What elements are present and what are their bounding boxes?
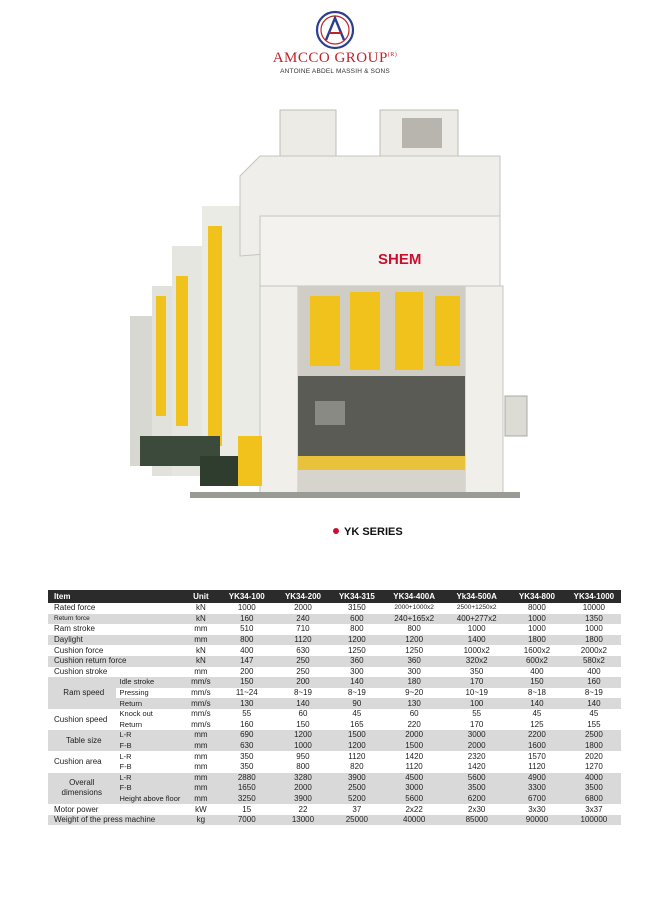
table-row xyxy=(48,645,621,656)
table-cell: 150 xyxy=(507,677,567,688)
table-row xyxy=(48,667,621,678)
table-cell: 2500+1250x2 xyxy=(446,603,507,614)
table-cell: 3x37 xyxy=(567,804,621,815)
table-cell: 2000x2 xyxy=(567,645,621,656)
table-cell: 5600 xyxy=(446,773,507,784)
table-cell: 250 xyxy=(274,656,332,667)
table-row xyxy=(48,688,621,699)
table-cell: 1000 xyxy=(446,624,507,635)
table-cell: 1400 xyxy=(446,635,507,646)
table-cell: 1250 xyxy=(382,645,446,656)
table-cell: 1250 xyxy=(332,645,382,656)
table-cell: 1500 xyxy=(382,741,446,752)
header-model: YK34-315 xyxy=(332,590,382,603)
table-cell: 3150 xyxy=(332,603,382,614)
table-cell: 130 xyxy=(219,698,274,709)
table-cell: 1120 xyxy=(274,635,332,646)
table-row xyxy=(48,635,621,646)
series-label: YK SERIES xyxy=(333,526,403,538)
table-cell: 1200 xyxy=(274,730,332,741)
table-cell: 13000 xyxy=(274,815,332,826)
table-cell: 4500 xyxy=(382,773,446,784)
unit-cell: mm xyxy=(182,635,219,646)
table-cell: 40000 xyxy=(382,815,446,826)
row-label: Weight of the press machine xyxy=(48,815,182,826)
unit-cell: mm/s xyxy=(182,720,219,731)
unit-cell: mm/s xyxy=(182,698,219,709)
table-cell: 140 xyxy=(332,677,382,688)
unit-cell: mm xyxy=(182,762,219,773)
table-cell: 2200 xyxy=(507,730,567,741)
row-group-label xyxy=(48,773,116,805)
header-model: YK34-800 xyxy=(507,590,567,603)
unit-cell: mm xyxy=(182,667,219,678)
table-cell: 25000 xyxy=(332,815,382,826)
table-cell: 600x2 xyxy=(507,656,567,667)
group-label-line2: dimensions xyxy=(61,788,102,798)
table-cell: 220 xyxy=(382,720,446,731)
table-cell: 1000x2 xyxy=(446,645,507,656)
table-cell: 100000 xyxy=(567,815,621,826)
table-cell: 2880 xyxy=(219,773,274,784)
table-cell: 6200 xyxy=(446,794,507,805)
table-cell: 580x2 xyxy=(567,656,621,667)
row-sublabel: F-B xyxy=(116,762,183,773)
table-cell: 600 xyxy=(332,614,382,625)
table-cell: 45 xyxy=(567,709,621,720)
header-unit: Unit xyxy=(182,590,219,603)
spec-table xyxy=(48,590,621,825)
press-machine-photo xyxy=(110,96,530,514)
table-cell: 60 xyxy=(274,709,332,720)
row-sublabel: L-R xyxy=(116,730,183,741)
table-cell: 5600 xyxy=(382,794,446,805)
table-cell: 2000 xyxy=(382,730,446,741)
table-row xyxy=(48,762,621,773)
table-cell: 400 xyxy=(567,667,621,678)
table-cell: 170 xyxy=(446,720,507,731)
table-cell: 125 xyxy=(507,720,567,731)
table-row xyxy=(48,709,621,720)
table-cell: 45 xyxy=(507,709,567,720)
unit-cell: kN xyxy=(182,603,219,614)
company-logo xyxy=(0,10,670,75)
unit-cell: mm xyxy=(182,741,219,752)
table-cell: 2500 xyxy=(332,783,382,794)
row-sublabel: Idle stroke xyxy=(116,677,183,688)
table-cell: 9~20 xyxy=(382,688,446,699)
table-cell: 240 xyxy=(274,614,332,625)
table-cell: 3280 xyxy=(274,773,332,784)
table-header-row xyxy=(48,590,621,603)
table-cell: 2x30 xyxy=(446,804,507,815)
row-group-label: Table size xyxy=(48,730,116,751)
bullet-icon xyxy=(333,528,339,534)
table-cell: 165 xyxy=(332,720,382,731)
table-cell: 360 xyxy=(382,656,446,667)
table-cell: 15 xyxy=(219,804,274,815)
row-sublabel: Pressing xyxy=(116,688,183,699)
table-cell: 160 xyxy=(567,677,621,688)
unit-cell: kW xyxy=(182,804,219,815)
table-row xyxy=(48,794,621,805)
table-cell: 800 xyxy=(274,762,332,773)
table-cell: 2000+1000x2 xyxy=(382,603,446,614)
table-cell: 1000 xyxy=(219,603,274,614)
table-cell: 350 xyxy=(446,667,507,678)
header-model: YK34-100 xyxy=(219,590,274,603)
table-row xyxy=(48,624,621,635)
table-row xyxy=(48,730,621,741)
table-cell: 1200 xyxy=(382,635,446,646)
table-cell: 510 xyxy=(219,624,274,635)
table-cell: 85000 xyxy=(446,815,507,826)
table-cell: 3250 xyxy=(219,794,274,805)
table-row xyxy=(48,614,621,625)
table-cell: 3900 xyxy=(332,773,382,784)
table-cell: 6800 xyxy=(567,794,621,805)
table-cell: 1600 xyxy=(507,741,567,752)
table-row xyxy=(48,751,621,762)
table-cell: 6700 xyxy=(507,794,567,805)
row-label: Cushion force xyxy=(48,645,182,656)
table-cell: 2500 xyxy=(567,730,621,741)
table-cell: 1800 xyxy=(567,741,621,752)
table-cell: 800 xyxy=(219,635,274,646)
table-row xyxy=(48,656,621,667)
table-cell: 240+165x2 xyxy=(382,614,446,625)
row-sublabel: L-R xyxy=(116,751,183,762)
table-cell: 3300 xyxy=(507,783,567,794)
table-cell: 360 xyxy=(332,656,382,667)
amcco-emblem-icon xyxy=(315,10,355,50)
row-label: Cushion return force xyxy=(48,656,182,667)
table-cell: 8~18 xyxy=(507,688,567,699)
row-sublabel: Return xyxy=(116,698,183,709)
header-model: YK34-400A xyxy=(382,590,446,603)
table-cell: 180 xyxy=(382,677,446,688)
table-cell: 100 xyxy=(446,698,507,709)
table-cell: 147 xyxy=(219,656,274,667)
row-group-label: Cushion area xyxy=(48,751,116,772)
row-sublabel: Height above floor xyxy=(116,794,183,805)
table-cell: 8~19 xyxy=(567,688,621,699)
table-cell: 1000 xyxy=(507,624,567,635)
table-cell: 1120 xyxy=(332,751,382,762)
table-cell: 140 xyxy=(507,698,567,709)
table-cell: 2000 xyxy=(446,741,507,752)
table-cell: 3900 xyxy=(274,794,332,805)
group-label-line1: Overall xyxy=(69,778,95,788)
table-cell: 150 xyxy=(274,720,332,731)
row-label: Return force xyxy=(48,614,182,625)
table-cell: 2000 xyxy=(274,783,332,794)
header-model: YK34-200 xyxy=(274,590,332,603)
table-cell: 1570 xyxy=(507,751,567,762)
unit-cell: mm xyxy=(182,783,219,794)
table-cell: 150 xyxy=(219,677,274,688)
row-sublabel: Knock out xyxy=(116,709,183,720)
table-cell: 2x22 xyxy=(382,804,446,815)
table-cell: 820 xyxy=(332,762,382,773)
table-cell: 690 xyxy=(219,730,274,741)
unit-cell: mm xyxy=(182,751,219,762)
table-cell: 140 xyxy=(274,698,332,709)
table-row xyxy=(48,773,621,784)
row-label: Rated force xyxy=(48,603,182,614)
row-sublabel: F-B xyxy=(116,783,183,794)
table-cell: 3500 xyxy=(446,783,507,794)
table-row xyxy=(48,698,621,709)
table-cell: 3500 xyxy=(567,783,621,794)
table-row xyxy=(48,603,621,614)
table-cell: 1120 xyxy=(382,762,446,773)
table-cell: 1350 xyxy=(567,614,621,625)
table-cell: 3000 xyxy=(446,730,507,741)
row-label: Daylight xyxy=(48,635,182,646)
table-cell: 1200 xyxy=(332,741,382,752)
table-cell: 160 xyxy=(219,720,274,731)
table-cell: 630 xyxy=(219,741,274,752)
table-cell: 320x2 xyxy=(446,656,507,667)
table-cell: 1600x2 xyxy=(507,645,567,656)
table-cell: 200 xyxy=(219,667,274,678)
unit-cell: kg xyxy=(182,815,219,826)
unit-cell: mm/s xyxy=(182,709,219,720)
table-cell: 8~19 xyxy=(274,688,332,699)
row-label: Cushion stroke xyxy=(48,667,182,678)
table-row xyxy=(48,815,621,826)
table-cell: 90000 xyxy=(507,815,567,826)
unit-cell: mm/s xyxy=(182,688,219,699)
table-row xyxy=(48,677,621,688)
table-cell: 1800 xyxy=(567,635,621,646)
table-cell: 22 xyxy=(274,804,332,815)
table-row xyxy=(48,720,621,731)
table-cell: 250 xyxy=(274,667,332,678)
header-item: Item xyxy=(48,590,182,603)
table-cell: 170 xyxy=(446,677,507,688)
table-cell: 140 xyxy=(567,698,621,709)
table-cell: 2020 xyxy=(567,751,621,762)
table-cell: 950 xyxy=(274,751,332,762)
unit-cell: kN xyxy=(182,656,219,667)
table-cell: 155 xyxy=(567,720,621,731)
shem-brand-text: SHEM xyxy=(378,251,422,268)
table-cell: 5200 xyxy=(332,794,382,805)
table-cell: 7000 xyxy=(219,815,274,826)
table-cell: 37 xyxy=(332,804,382,815)
row-group-label: Ram speed xyxy=(48,677,116,709)
table-cell: 300 xyxy=(382,667,446,678)
table-cell: 90 xyxy=(332,698,382,709)
header-model: YK34-1000 xyxy=(567,590,621,603)
unit-cell: mm xyxy=(182,624,219,635)
table-cell: 8000 xyxy=(507,603,567,614)
unit-cell: mm xyxy=(182,773,219,784)
table-cell: 4000 xyxy=(567,773,621,784)
table-cell: 55 xyxy=(219,709,274,720)
table-cell: 55 xyxy=(446,709,507,720)
table-cell: 400 xyxy=(507,667,567,678)
table-cell: 800 xyxy=(332,624,382,635)
table-cell: 160 xyxy=(219,614,274,625)
table-cell: 45 xyxy=(332,709,382,720)
table-row xyxy=(48,804,621,815)
unit-cell: mm/s xyxy=(182,677,219,688)
table-row xyxy=(48,741,621,752)
row-sublabel: Return xyxy=(116,720,183,731)
table-cell: 3000 xyxy=(382,783,446,794)
header-model: Yk34-500A xyxy=(446,590,507,603)
row-sublabel: F-B xyxy=(116,741,183,752)
unit-cell: mm xyxy=(182,730,219,741)
table-cell: 2320 xyxy=(446,751,507,762)
brand-name: AMCCO $GROUP^{(R)}$ xyxy=(272,50,398,66)
table-cell: 200 xyxy=(274,677,332,688)
row-sublabel: L-R xyxy=(116,773,183,784)
table-cell: 710 xyxy=(274,624,332,635)
table-cell: 8~19 xyxy=(332,688,382,699)
table-cell: 60 xyxy=(382,709,446,720)
table-cell: 1650 xyxy=(219,783,274,794)
table-cell: 1000 xyxy=(274,741,332,752)
table-cell: 800 xyxy=(382,624,446,635)
table-cell: 1120 xyxy=(507,762,567,773)
row-label: Ram stroke xyxy=(48,624,182,635)
table-cell: 1200 xyxy=(332,635,382,646)
unit-cell: kN xyxy=(182,645,219,656)
table-cell: 350 xyxy=(219,751,274,762)
brand-tagline: ANTOINE ABDEL MASSIH & SONS xyxy=(280,68,390,75)
table-cell: 400+277x2 xyxy=(446,614,507,625)
table-cell: 10000 xyxy=(567,603,621,614)
table-cell: 1270 xyxy=(567,762,621,773)
table-cell: 300 xyxy=(332,667,382,678)
table-cell: 10~19 xyxy=(446,688,507,699)
unit-cell: mm xyxy=(182,794,219,805)
row-group-label: Cushion speed xyxy=(48,709,116,730)
table-cell: 11~24 xyxy=(219,688,274,699)
table-cell: 1000 xyxy=(567,624,621,635)
table-cell: 630 xyxy=(274,645,332,656)
table-cell: 1800 xyxy=(507,635,567,646)
table-row xyxy=(48,783,621,794)
table-cell: 1500 xyxy=(332,730,382,741)
table-cell: 3x30 xyxy=(507,804,567,815)
table-cell: 1000 xyxy=(507,614,567,625)
unit-cell: kN xyxy=(182,614,219,625)
table-cell: 350 xyxy=(219,762,274,773)
table-cell: 130 xyxy=(382,698,446,709)
table-cell: 1420 xyxy=(382,751,446,762)
table-cell: 400 xyxy=(219,645,274,656)
table-cell: 4900 xyxy=(507,773,567,784)
table-cell: 1420 xyxy=(446,762,507,773)
row-label: Motor power xyxy=(48,804,182,815)
table-cell: 2000 xyxy=(274,603,332,614)
